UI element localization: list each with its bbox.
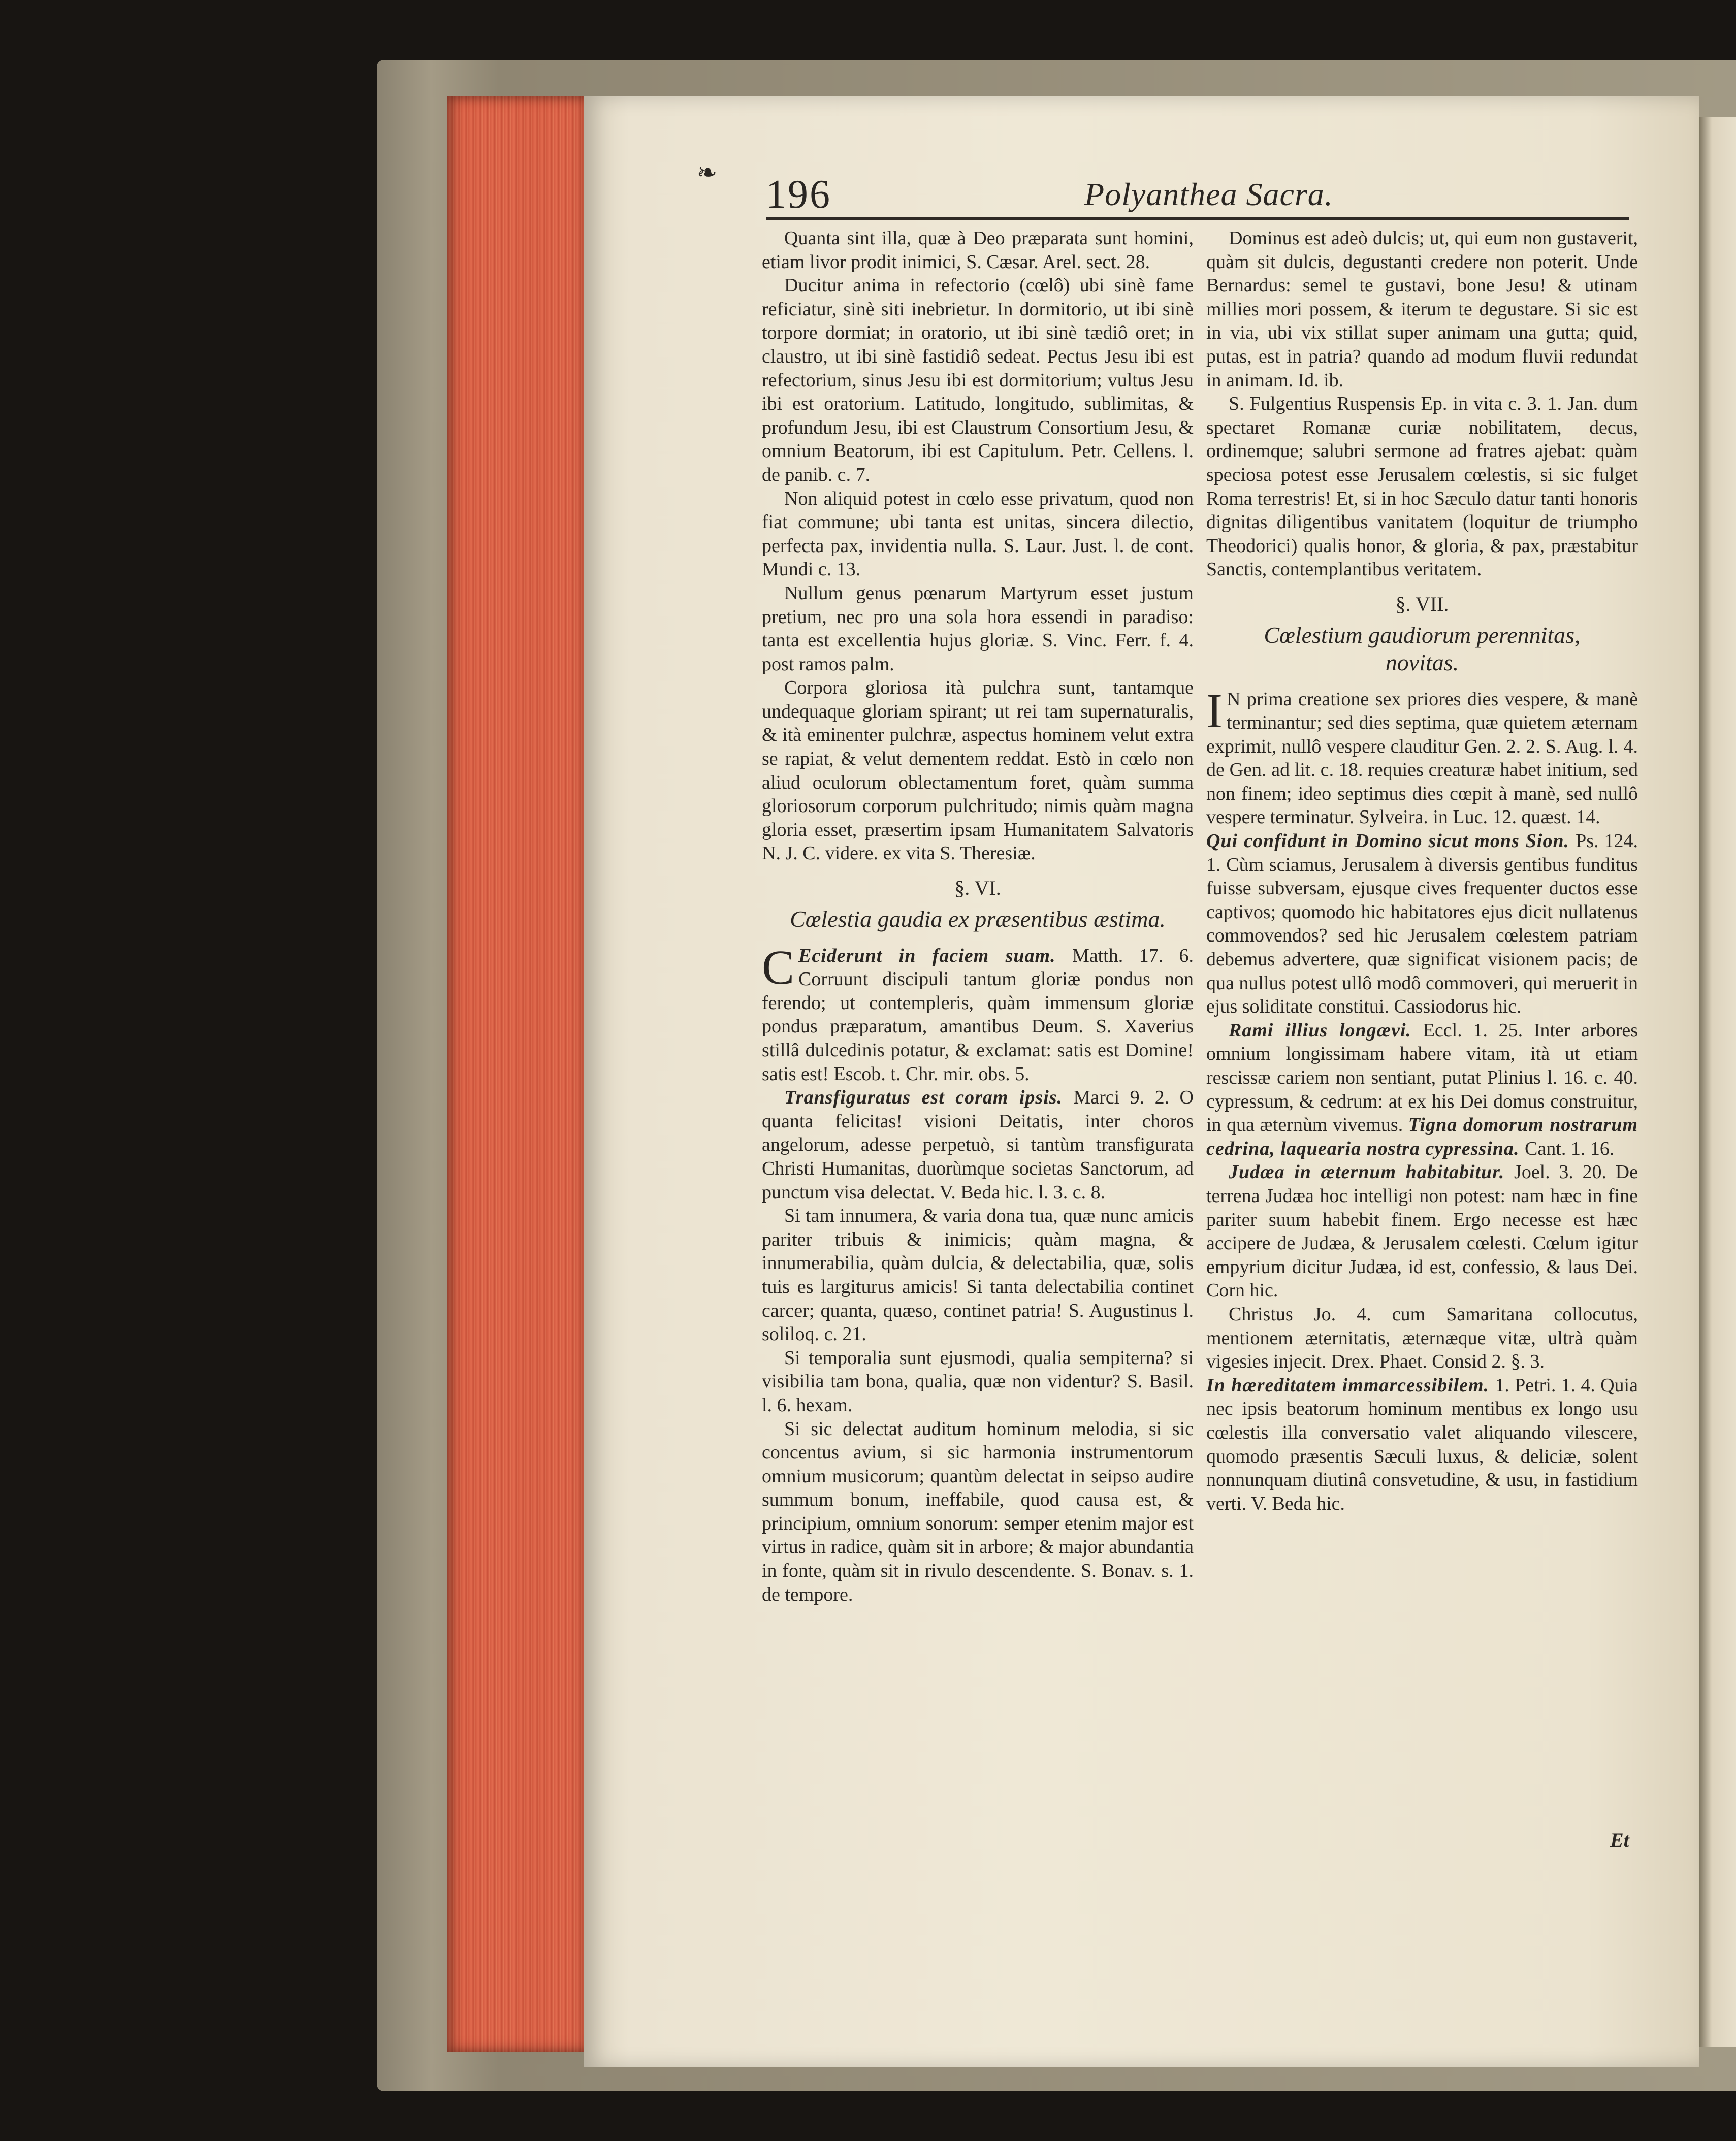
facing-page-edge [1699, 117, 1736, 2047]
scripture-quote: Qui confidunt in Domino sicut mons Sion. [1206, 830, 1576, 852]
paragraph-text: Cant. 1. 16. [1525, 1138, 1615, 1159]
scripture-quote: In hæreditatem immarcessibilem. [1206, 1374, 1495, 1396]
paragraph: S. Fulgentius Ruspensis Ep. in vita c. 3. 1. Jan. dum spectaret Romanæ curiæ nobilitatem, decus, ordinemque; salubri sermone ad fratres ajebat: quàm speciosa potest esse Jerusalem cœlestis, si sic fulget Roma terrestris! Et, si in hoc Sæculo datur tanti honoris dignitas diligentibus vanitatem (loquitur de triumpho Theodorici) qualis honor, & gloria, & pax, præstabitur Sanctis, contemplantibus veritatem. [1206, 393, 1638, 580]
paragraph: Non aliquid potest in cœlo esse privatum, quod non fiat commune; ubi tanta est unitas, sincera dilectio, perfecta pax, invidentia nulla. S. Laur. Just. l. de cont. Mundi c. 13. [762, 488, 1194, 580]
paragraph: Christus Jo. 4. cum Samaritana collocutus, mentionem æternitatis, æternæque vitæ, ultrà quàm vigesies injecit. Drex. Phaet. Consid 2. §. 3. [1206, 1303, 1638, 1373]
paragraph-text: Joel. 3. 20. De terrena Judæa hoc intelligi non potest: nam hæc in fine pariter suum habebit finem. Ergo necesse est hæc accipere de Judæa, & Jerusalem cœlesti. Cœlum igitur empyrium dicitur Judæa, id est, confessio, & laus Dei. Corn hic. [1206, 1161, 1638, 1302]
paragraph: Si tam innumera, & varia dona tua, quæ nunc amicis pariter tribuis & inimicis; quàm magna, & innumerabilia, quàm dulcia, & delectabilia, quæ, solis tuis es largiturus amicis! Si tanta delectabilia continet carcer; quanta, quæso, continet patria! S. Augustinus l. soliloq. c. 21. [762, 1205, 1194, 1345]
paragraph: Si temporalia sunt ejusmodi, qualia sempiterna? si visibilia tam bona, qualia, quæ non videntur? S. Basil. l. 6. hexam. [762, 1347, 1194, 1416]
paragraph [762, 1086, 1194, 1204]
paragraph [762, 939, 1194, 1086]
paragraph-text: 1. Petri. 1. 4. Quia nec ipsis beatorum hominum mentibus ex longo usu cœlestis illa conversatio valet aliquando vilescere, quomodo præsentis Sæculi luxus, & deliciæ, solent nonnunquam diutinâ consvetudine, & usu, in fastidium verti. V. Beda hic. [1206, 1374, 1638, 1514]
scripture-quote: Judæa in æternum habitabitur. [1229, 1161, 1515, 1183]
paragraph [1206, 1160, 1638, 1303]
section-title: Cœlestium gaudiorum perennitas, novitas. [1264, 622, 1581, 675]
running-title: Polyanthea Sacra. [1084, 176, 1333, 212]
scripture-quote: Transfiguratus est coram ipsis. [784, 1087, 1074, 1109]
paragraph: Si sic delectat auditum hominum melodia, si sic concentus avium, si sic harmonia instrumentorum omnium musicorum; quantùm delectat in seipso audire summum bonum, ineffabile, quod causa est, & principium, omnium sonorum: semper etenim major est virtus in radice, quàm sit in arbore; & major abundantia in fonte, quàm sit in rivulo descendente. S. Bonav. s. 1. de tempore. [762, 1418, 1194, 1605]
paragraph-text: Eccl. 1. 25. Inter arbores omnium longissimam habere vitam, ità ut etiam rescissæ cariem non sentiant, putat Plinius l. 16. c. 40. cypressum, & cedrum: at ex his Dei domus construitur, in qua æternùm vivemus. [1206, 1019, 1638, 1136]
paragraph: Nullum genus pœnarum Martyrum esset justum pretium, nec pro una sola hora essendi in paradiso: tanta est excellentia hujus gloriæ. S. Vinc. Ferr. f. 4. post ramos palm. [762, 582, 1194, 675]
page-edges-red [447, 96, 594, 2052]
paragraph [1206, 1019, 1638, 1161]
right-column [1206, 226, 1638, 1515]
paragraph-text: N prima creatione sex priores dies vespere, & manè terminantur; sed dies septima, quæ quietem æternam exprimit, nullô vespere clauditur Gen. 2. 2. S. Aug. l. 4. de Gen. ad lit. c. 18. requies creaturæ habet initium, sed non finem; ideo septimus dies cœpit à manè, sed nullô vespere terminatur. Sylveira. in Luc. 12. quæst. 14. [1206, 688, 1638, 828]
left-column [762, 226, 1194, 1606]
paragraph: Ducitur anima in refectorio (cœlô) ubi sinè fame reficiatur, sinè siti inebrietur. In dormitorio, ut ibi sinè torpore dormiat; in oratorio, ut ibi sinè tædiô oret; in claustro, ut ibi sinè fastidiô sedeat. Pectus Jesu ibi est refectorium, sinus Jesu ibi est dormitorium; vultus Jesu ibi est oratorium. Latitudo, longitudo, sublimitas, & profundum Jesu, ibi est Claustrum Consortium Jesu, & omnium Beatorum, ibi est Capitulum. Petr. Cellens. l. de panib. c. 7. [762, 275, 1194, 485]
paragraph: Dominus est adeò dulcis; ut, qui eum non gustaverit, quàm sit dulcis, degustanti credere non poterit. Unde Bernardus: semel te gustavi, bone Jesu! & utinam millies mori possem, & iterum te degustare. Si sic est in via, ubi vix stillat super animam una gutta; quid, putas, est in patria? quando ad modum fluvii redundat in animam. Id. ib. [1206, 228, 1638, 391]
drop-cap: I [1206, 683, 1223, 738]
paragraph-text: Ps. 124. 1. Cùm sciamus, Jerusalem à diversis gentibus funditus fuisse subversam, ejusque cives frequenter ductos esse captivos; quomodo hic habitatores ejus dicit nullatenus commovendos? sed hic Jerusalem cœlestem patriam debemus advertere, quæ significat visionem pacis; de qua nullus potest ullô modô commoveri, qui meruerit in ejus soliditate constitui. Cassiodorus hic. [1206, 830, 1638, 1018]
paragraph-text: Marci 9. 2. O quanta felicitas! visioni Deitatis, inter choros angelorum, adesse perpetuò, si tantùm transfigurata Christi Humanitas, duorùmque societas Sanctorum, ad punctum visa delectat. V. Beda hic. l. 3. c. 8. [762, 1087, 1194, 1203]
section-number: §. VII. [1395, 592, 1449, 615]
paragraph [1206, 1374, 1638, 1516]
paragraph: Corpora gloriosa ità pulchra sunt, tantamque undequaque gloriam spirant; ut rei tam supernaturalis, & ità eminenter pulchræ, aspectus hominem velut extra se rapiat, & velut dementem reddat. Estò in cœlo non aliud oculorum oblectamentum foret, quàm summa gloriosorum corporum pulchritudo; nimis quàm magna gloria esset, præsertim ipsam Humanitatem Salvatoris N. J. C. videre. ex vita S. Theresiæ. [762, 677, 1194, 864]
ink-blot-icon: ❧ [697, 159, 718, 186]
scripture-quote: Eciderunt in faciem suam. [798, 945, 1072, 966]
page-number: 196 [766, 172, 831, 217]
scripture-quote: Tigna domorum nostrarum cedrina, laquearia nostra cypressina. [1206, 1114, 1638, 1159]
drop-cap: C [762, 939, 795, 994]
header-rule [766, 217, 1629, 220]
section-title: Cœlestia gaudia ex præsentibus æstima. [790, 905, 1166, 932]
paragraph [1206, 683, 1638, 830]
paragraph: Quanta sint illa, quæ à Deo præparata sunt homini, etiam livor prodit inimici, S. Cæsar. Arel. sect. 28. [762, 228, 1194, 273]
paragraph [1206, 829, 1638, 1019]
paragraph-text: Matth. 17. 6. Corruunt discipuli tantum gloriæ pondus non ferendo; ut contempleris, quàm immensum gloriæ pondus præparatum, amantibus Deum. S. Xaverius stillâ dulcedinis potatur, & exclamat: satis est Domine! satis est! Escob. t. Chr. mir. obs. 5. [762, 945, 1194, 1085]
scripture-quote: Rami illius longævi. [1229, 1019, 1423, 1041]
catchword: Et [1610, 1829, 1629, 1852]
section-number: §. VI. [954, 877, 1001, 900]
